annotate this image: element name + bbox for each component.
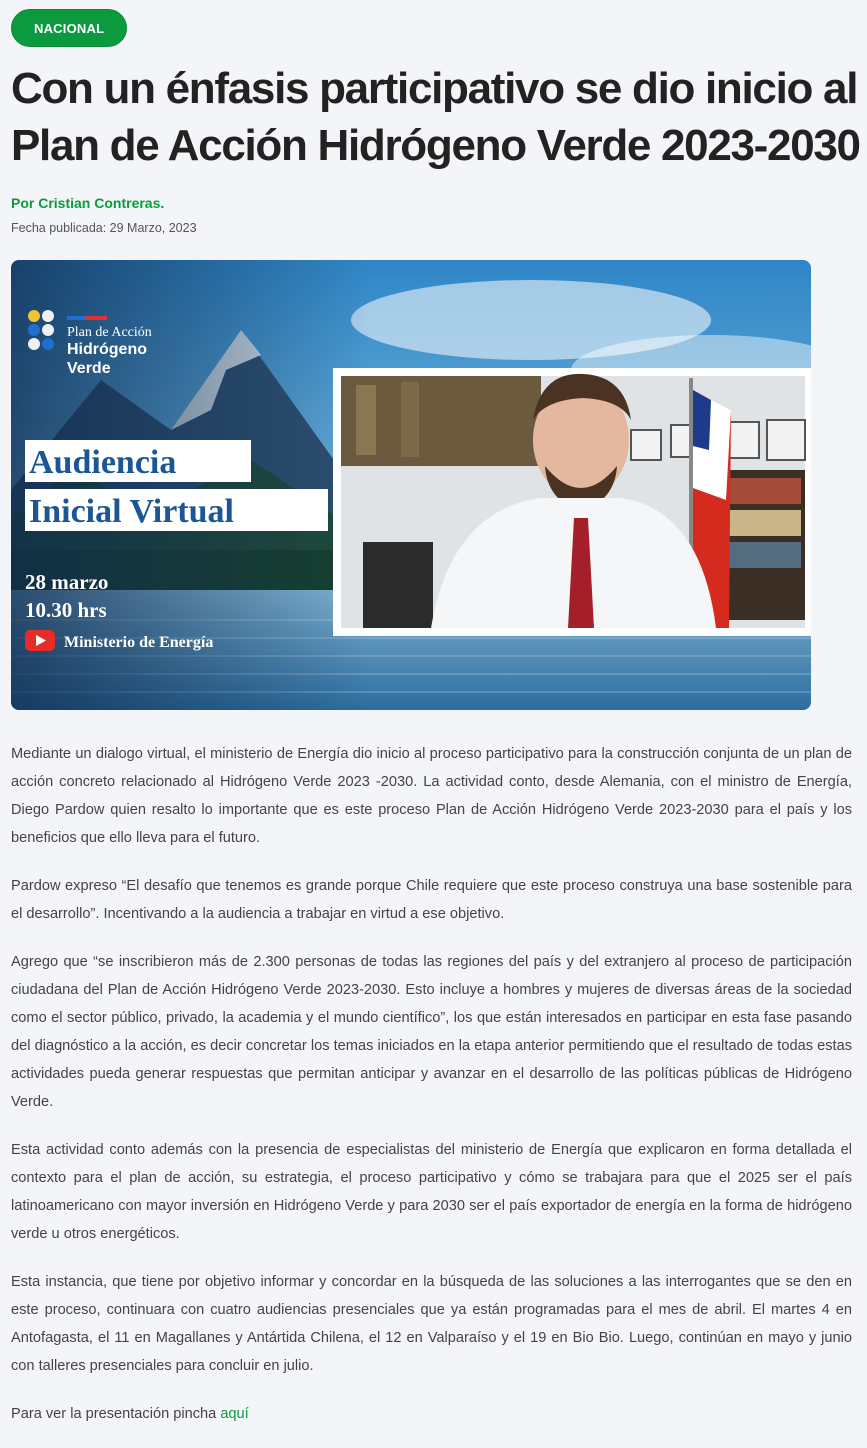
- article-author[interactable]: Por Cristian Contreras.: [11, 195, 165, 211]
- cta-prefix: Para ver la presentación pincha: [11, 1406, 217, 1422]
- hero-image: [11, 260, 811, 710]
- channel-name: Ministerio de Energía: [64, 634, 214, 651]
- event-line1: Audiencia: [29, 444, 177, 481]
- event-line2: Inicial Virtual: [29, 493, 234, 530]
- publish-date: Fecha publicada: 29 Marzo, 2023: [11, 221, 197, 235]
- video-frame: [333, 368, 811, 636]
- event-date: 28 marzo: [25, 570, 109, 594]
- article-paragraph: Esta instancia, que tiene por objetivo informar y concordar en la búsqueda de las soluciones a las interrogantes que se den en este proceso, continuara con cuatro audiencias presenciales que ya están programadas para el mes de abril. El martes 4 en Antofagasta, el 11 en Magallanes y Antártida Chilena, el 12 en Valparaíso y el 19 en Bio Bio. Luego, continúan en mayo y junio con talleres presenciales para concluir en julio.: [11, 1274, 852, 1374]
- article-paragraph: Agrego que “se inscribieron más de 2.300 personas de todas las regiones del país y del extranjero al proceso de participación ciudadana del Plan de Acción Hidrógeno Verde 2023-2030. Esto incluye a hombres y mujeres de diversas áreas de la sociedad como el sector público, privado, la academia y el mundo científico”, los que están interesados en participar en esta fase pasando del diagnóstico a la acción, es decir concretar los temas iniciados en la etapa anterior permitiendo que el resultado de todas estas actividades pueda generar respuestas que permitan anticipar y avanzar en el desarrollo de las políticas públicas de Hidrógeno Verde.: [11, 954, 852, 1110]
- article-paragraph: Esta actividad conto además con la presencia de especialistas del ministerio de Energía que explicaron en forma detallada el contexto para el plan de acción, su estrategia, el proceso participativo y cómo se trabajara para que el 2025 ser el país latinoamericano con mayor inversión en Hidrógeno Verde y para 2030 ser el país exportador de energía en la forma de hidrógeno verde u otros energéticos.: [11, 1142, 852, 1242]
- article-body: [11, 740, 852, 1448]
- cta-paragraph: [11, 1400, 852, 1428]
- presentation-link[interactable]: aquí: [220, 1406, 249, 1422]
- category-badge[interactable]: NACIONAL: [11, 9, 127, 47]
- logo-line1: Plan de Acción: [67, 325, 152, 340]
- logo-line2: Hidrógeno: [67, 341, 147, 358]
- article-headline: Con un énfasis participativo se dio inicio al Plan de Acción Hidrógeno Verde 2023-2030: [11, 64, 860, 170]
- event-time: 10.30 hrs: [25, 598, 107, 622]
- logo-line3: Verde: [67, 360, 111, 377]
- article-paragraph: Mediante un dialogo virtual, el ministerio de Energía dio inicio al proceso participativo para la construcción conjunta de un plan de acción concreto relacionado al Hidrógeno Verde 2023 -2030. La actividad conto, desde Alemania, con el ministro de Energía, Diego Pardow quien resalto lo importante que es este proceso Plan de Acción Hidrógeno Verde 2023-2030 para el país y los beneficios que ello lleva para el futuro.: [11, 746, 852, 846]
- article-paragraph: Pardow expreso “El desafío que tenemos es grande porque Chile requiere que este proceso construya una base sostenible para el desarrollo”. Incentivando a la audiencia a trabajar en virtud a ese objetivo.: [11, 878, 852, 922]
